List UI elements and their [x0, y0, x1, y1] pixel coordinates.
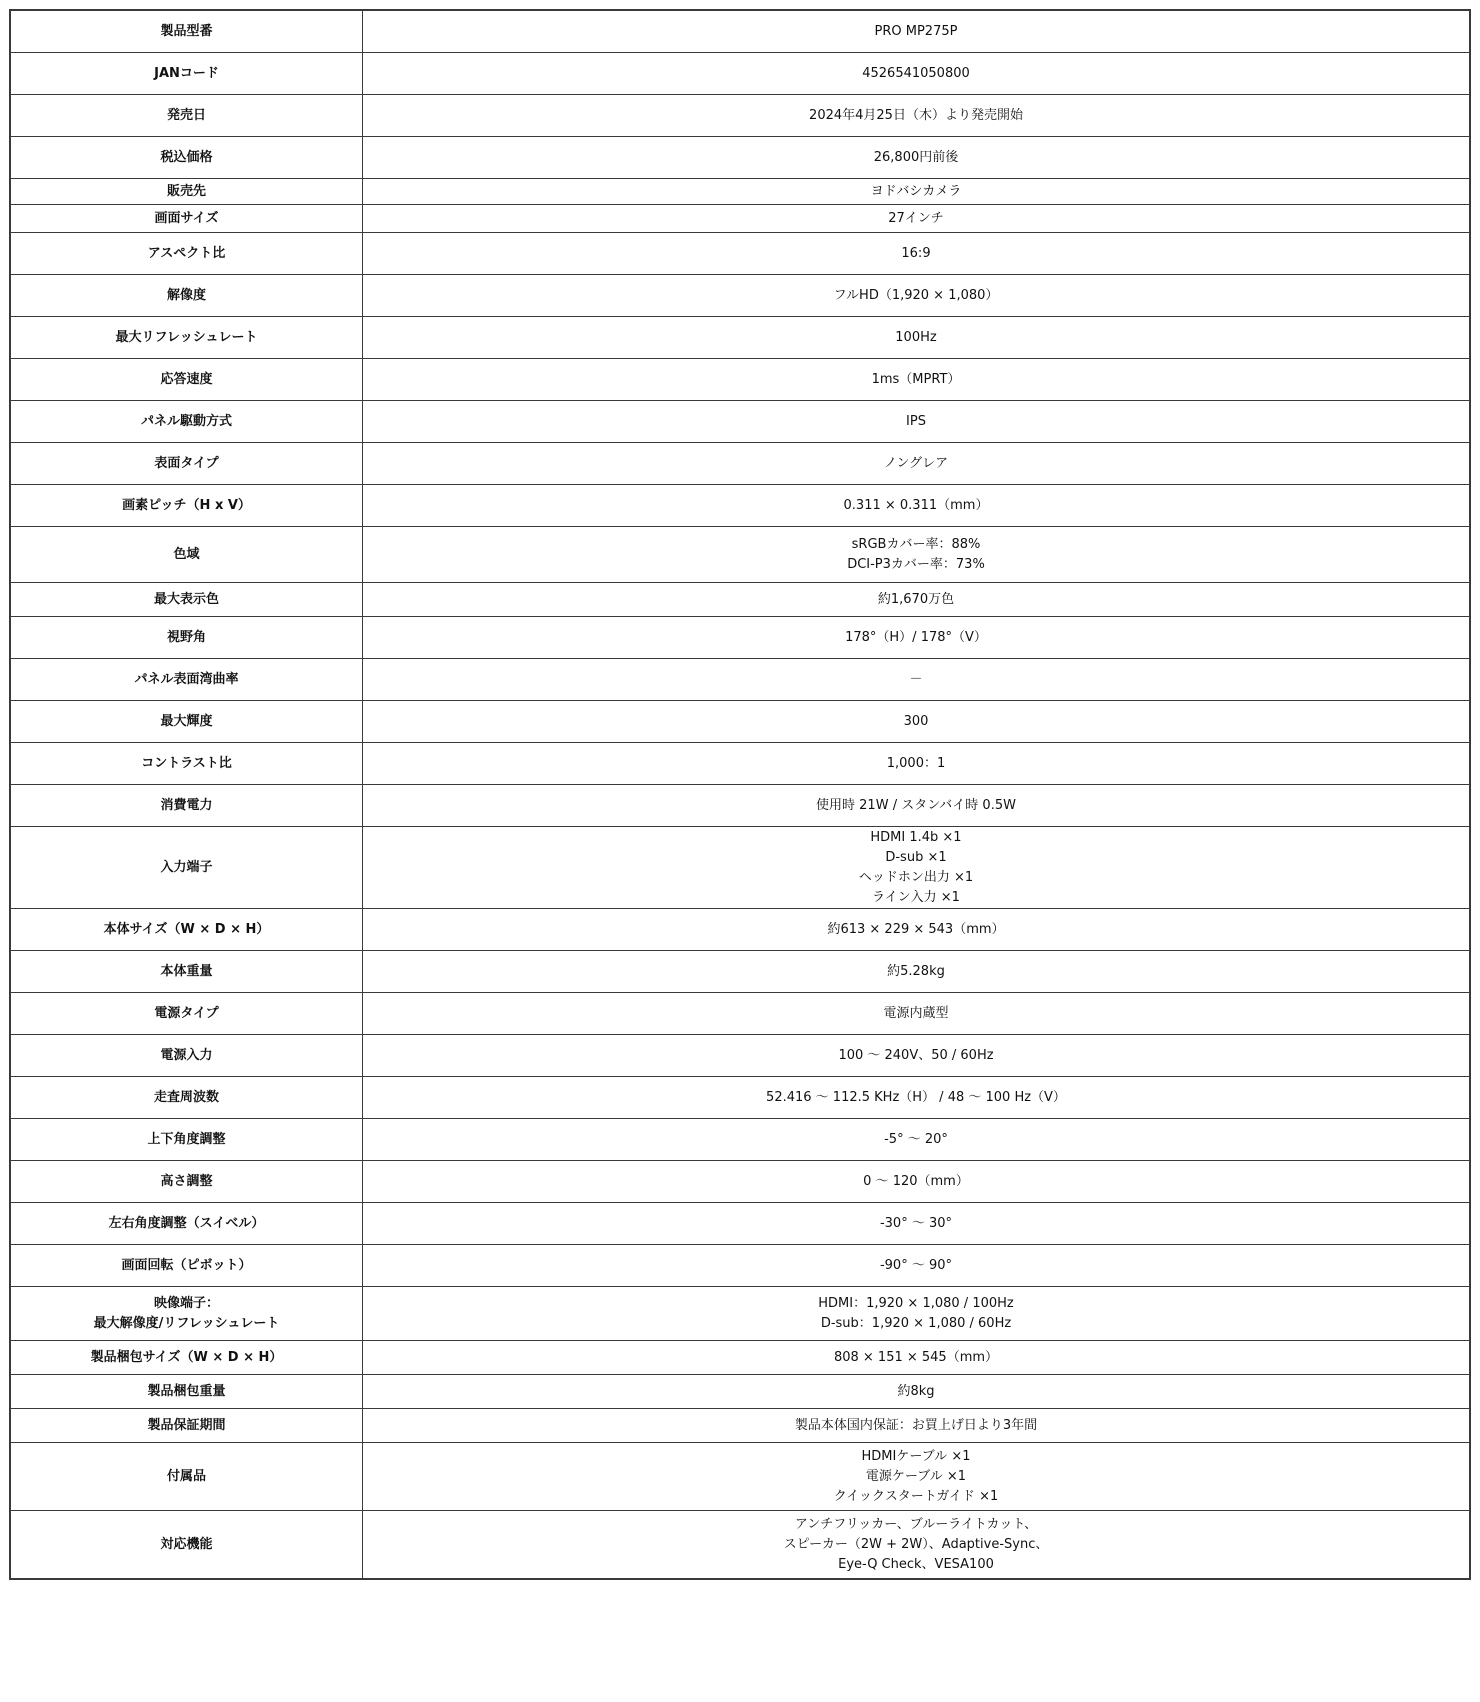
spec-row [11, 617, 1470, 659]
spec-label-line: 製品保証期間 [147, 1417, 226, 1433]
spec-label [11, 1203, 363, 1245]
spec-label [11, 743, 363, 785]
spec-value [363, 701, 1470, 743]
spec-label-line: 税込価格 [160, 149, 213, 165]
spec-label [11, 659, 363, 701]
spec-row [11, 401, 1470, 443]
spec-value-line: 16:9 [901, 245, 931, 261]
spec-value-line: HDMIケーブル ×1 [861, 1448, 971, 1464]
spec-row [11, 1245, 1470, 1287]
spec-value-line: 0.311 × 0.311（mm） [843, 497, 989, 513]
spec-label [11, 617, 363, 659]
spec-label [11, 1409, 363, 1443]
spec-label-line: 消費電力 [160, 797, 213, 813]
spec-value [363, 1375, 1470, 1409]
spec-value-line: 100 ～ 240V、50 / 60Hz [838, 1047, 994, 1063]
spec-label [11, 583, 363, 617]
spec-label-line: 本体サイズ（W × D × H） [103, 921, 270, 937]
spec-value [363, 359, 1470, 401]
spec-value [363, 617, 1470, 659]
spec-value [363, 1443, 1470, 1511]
spec-label [11, 785, 363, 827]
spec-row [11, 1161, 1470, 1203]
spec-value-line: 26,800円前後 [873, 149, 959, 165]
spec-label [11, 1245, 363, 1287]
spec-label [11, 1287, 363, 1341]
spec-value [363, 485, 1470, 527]
spec-value [363, 743, 1470, 785]
spec-row [11, 275, 1470, 317]
spec-label-line: 左右角度調整（スイベル） [108, 1215, 265, 1231]
spec-value [363, 827, 1470, 909]
spec-value-line: D-sub ×1 [885, 849, 947, 865]
spec-label-line: 視野角 [166, 629, 206, 645]
spec-value-line: 100Hz [895, 329, 937, 345]
spec-label [11, 275, 363, 317]
spec-row [11, 1119, 1470, 1161]
spec-label [11, 993, 363, 1035]
spec-label-line: 製品梱包サイズ（W × D × H） [90, 1349, 283, 1365]
spec-label [11, 1375, 363, 1409]
spec-value-line: 電源内蔵型 [883, 1005, 949, 1021]
spec-value-line: -5° ～ 20° [884, 1131, 948, 1147]
spec-row [11, 583, 1470, 617]
spec-label-line: 電源タイプ [154, 1005, 219, 1021]
spec-value-line: Eye-Q Check、VESA100 [838, 1556, 994, 1572]
spec-value [363, 1119, 1470, 1161]
spec-label-line: 高さ調整 [160, 1173, 213, 1189]
spec-label-line: 入力端子 [160, 859, 213, 875]
spec-label [11, 95, 363, 137]
spec-value [363, 1341, 1470, 1375]
spec-value [363, 951, 1470, 993]
spec-value-line: クイックスタートガイド ×1 [833, 1488, 999, 1504]
spec-label [11, 909, 363, 951]
spec-row [11, 485, 1470, 527]
spec-label-line: 色域 [173, 546, 200, 562]
spec-label [11, 1341, 363, 1375]
spec-row [11, 443, 1470, 485]
spec-label [11, 701, 363, 743]
spec-label-line: 付属品 [166, 1468, 206, 1484]
spec-label [11, 1035, 363, 1077]
spec-label-line: 最大リフレッシュレート [115, 329, 258, 345]
spec-value-line: 製品本体国内保証：お買上げ日より3年間 [794, 1417, 1038, 1433]
spec-label [11, 827, 363, 909]
spec-row [11, 205, 1470, 233]
spec-value-line: 1ms（MPRT） [871, 371, 961, 387]
spec-row [11, 359, 1470, 401]
spec-value [363, 11, 1470, 53]
spec-value [363, 1511, 1470, 1579]
spec-value-line: 約1,670万色 [877, 591, 955, 607]
spec-label-line: 電源入力 [160, 1047, 213, 1063]
spec-value-line: ヘッドホン出力 ×1 [858, 869, 974, 885]
spec-label [11, 1077, 363, 1119]
spec-row [11, 1203, 1470, 1245]
spec-row [11, 993, 1470, 1035]
spec-value [363, 95, 1470, 137]
spec-row [11, 701, 1470, 743]
spec-label-line: 製品型番 [160, 23, 213, 39]
spec-label-line: アスペクト比 [147, 245, 226, 261]
spec-value-line: -30° ～ 30° [879, 1215, 953, 1231]
spec-row [11, 1035, 1470, 1077]
spec-value [363, 1161, 1470, 1203]
spec-label-line: 対応機能 [160, 1536, 213, 1552]
spec-label-line: 上下角度調整 [147, 1131, 226, 1147]
spec-label [11, 443, 363, 485]
spec-row [11, 1511, 1470, 1579]
spec-table [10, 10, 1470, 1579]
spec-label-line: 走査周波数 [153, 1089, 219, 1105]
spec-value [363, 137, 1470, 179]
spec-row [11, 909, 1470, 951]
spec-value [363, 1245, 1470, 1287]
spec-label [11, 1443, 363, 1511]
spec-label-line: コントラスト比 [141, 755, 232, 771]
spec-value-line: フルHD（1,920 × 1,080） [833, 287, 999, 303]
spec-row [11, 317, 1470, 359]
spec-value-line: スピーカー（2W + 2W）、Adaptive-Sync、 [783, 1536, 1049, 1552]
spec-value [363, 993, 1470, 1035]
spec-label [11, 359, 363, 401]
spec-value-line: アンチフリッカー、ブルーライトカット、 [794, 1516, 1038, 1532]
spec-value-line: 4526541050800 [862, 65, 970, 81]
spec-label [11, 527, 363, 583]
spec-label-line: 画素ピッチ（H x V） [122, 497, 251, 513]
spec-value-line: HDMI：1,920 × 1,080 / 100Hz [818, 1295, 1014, 1311]
spec-value-line: 電源ケーブル ×1 [865, 1468, 967, 1484]
spec-value-line: ヨドバシカメラ [870, 183, 962, 199]
spec-label-line: 最大表示色 [153, 591, 219, 607]
spec-label-line: JANコード [154, 65, 219, 81]
spec-value-line: sRGBカバー率：88% [851, 536, 981, 552]
spec-value [363, 401, 1470, 443]
spec-row [11, 233, 1470, 275]
spec-row [11, 1409, 1470, 1443]
spec-label [11, 1161, 363, 1203]
spec-value-line: 300 [903, 713, 929, 729]
spec-value [363, 1409, 1470, 1443]
spec-label [11, 485, 363, 527]
spec-value [363, 53, 1470, 95]
spec-value [363, 583, 1470, 617]
spec-label-line: 画面サイズ [154, 210, 219, 226]
spec-row [11, 1287, 1470, 1341]
spec-value [363, 785, 1470, 827]
spec-label-line: パネル駆動方式 [140, 413, 232, 429]
spec-value [363, 205, 1470, 233]
spec-value-line: ライン入力 ×1 [872, 889, 960, 905]
spec-value-line: 1,000：1 [886, 755, 946, 771]
spec-value [363, 1077, 1470, 1119]
spec-row [11, 527, 1470, 583]
spec-row [11, 179, 1470, 205]
spec-value [363, 179, 1470, 205]
spec-value-line: DCI-P3カバー率：73% [847, 556, 985, 572]
spec-row [11, 1077, 1470, 1119]
spec-label [11, 401, 363, 443]
spec-row [11, 659, 1470, 701]
spec-label-line: 応答速度 [160, 371, 213, 387]
spec-value-line: 2024年4月25日（木）より発売開始 [809, 107, 1023, 123]
spec-value-line: 52.416 ～ 112.5 KHz（H） / 48 ～ 100 Hz（V） [766, 1089, 1066, 1105]
spec-value [363, 659, 1470, 701]
spec-label [11, 1119, 363, 1161]
spec-value-line: 使用時 21W / スタンバイ時 0.5W [816, 797, 1016, 813]
spec-label-line: 画面回転（ピボット） [121, 1257, 252, 1273]
spec-value [363, 317, 1470, 359]
spec-label-line: 映像端子： [153, 1295, 219, 1311]
spec-row [11, 137, 1470, 179]
spec-value-line: 約8kg [897, 1383, 935, 1399]
spec-label-line: 製品梱包重量 [147, 1383, 226, 1399]
spec-row [11, 785, 1470, 827]
spec-value-line: － [909, 671, 923, 687]
spec-value-line: -90° ～ 90° [879, 1257, 953, 1273]
spec-label [11, 951, 363, 993]
spec-value-line: HDMI 1.4b ×1 [870, 829, 962, 845]
spec-label [11, 179, 363, 205]
spec-value-line: 0 ～ 120（mm） [863, 1173, 969, 1189]
spec-label-line: 発売日 [166, 107, 206, 123]
spec-label [11, 11, 363, 53]
spec-value [363, 909, 1470, 951]
spec-row [11, 1341, 1470, 1375]
spec-row [11, 827, 1470, 909]
spec-label-line: 本体重量 [160, 963, 213, 979]
spec-value-line: 808 × 151 × 545（mm） [833, 1349, 999, 1365]
spec-value [363, 1035, 1470, 1077]
spec-label-line: 販売先 [166, 183, 206, 199]
spec-value [363, 233, 1470, 275]
spec-value-line: 約613 × 229 × 543（mm） [827, 921, 1005, 937]
spec-value [363, 275, 1470, 317]
spec-value [363, 443, 1470, 485]
spec-value [363, 1203, 1470, 1245]
spec-value-line: 27インチ [888, 210, 944, 226]
spec-label-line: 最大解像度/リフレッシュレート [93, 1315, 280, 1331]
spec-value [363, 1287, 1470, 1341]
spec-label [11, 1511, 363, 1579]
spec-row [11, 1375, 1470, 1409]
spec-label [11, 205, 363, 233]
spec-row [11, 11, 1470, 53]
spec-label-line: 最大輝度 [160, 713, 213, 729]
spec-value-line: 約5.28kg [887, 963, 945, 979]
spec-value [363, 527, 1470, 583]
spec-row [11, 95, 1470, 137]
spec-value-line: IPS [906, 413, 926, 429]
spec-row [11, 743, 1470, 785]
spec-row [11, 53, 1470, 95]
spec-label [11, 317, 363, 359]
spec-label-line: 解像度 [166, 287, 206, 303]
spec-row [11, 1443, 1470, 1511]
spec-value-line: ノングレア [883, 455, 949, 471]
spec-label-line: パネル表面湾曲率 [134, 671, 239, 687]
spec-label [11, 53, 363, 95]
spec-value-line: 178°（H）/ 178°（V） [845, 629, 987, 645]
spec-value-line: PRO MP275P [874, 23, 958, 39]
spec-row [11, 951, 1470, 993]
spec-label [11, 233, 363, 275]
spec-label [11, 137, 363, 179]
spec-value-line: D-sub：1,920 × 1,080 / 60Hz [820, 1315, 1012, 1331]
spec-label-line: 表面タイプ [154, 455, 219, 471]
spec-table-body [11, 11, 1470, 1579]
